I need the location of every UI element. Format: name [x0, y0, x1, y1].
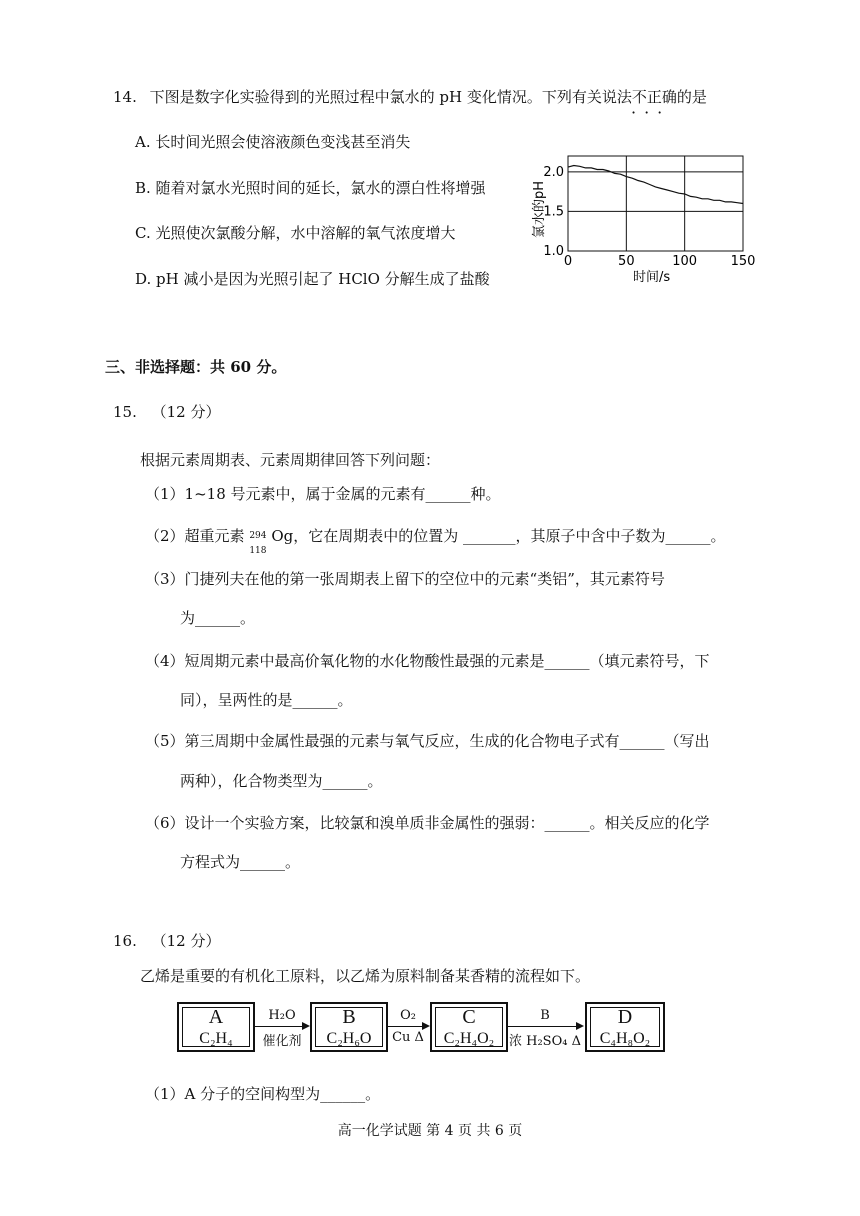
arrow-1-top: H₂O — [268, 1008, 296, 1023]
q14-stem-prefix: 下图是数字化实验得到的光照过程中氯水的 pH 变化情况。下列有关说法 — [149, 88, 632, 106]
q16-intro: 乙烯是重要的有机化工原料，以乙烯为原料制备某香精的流程如下。 — [140, 967, 591, 985]
q15-part-5-line-1: （5）第三周期中金属性最强的元素与氧气反应，生成的化合物电子式有______（写出 — [145, 732, 710, 750]
flow-box-b-letter: B — [342, 1006, 356, 1028]
ph-chart — [530, 148, 760, 288]
q15-score: （12 分） — [151, 403, 221, 421]
chart-y-tick-label: 2.0 — [543, 164, 564, 180]
arrow-1-head — [302, 1022, 310, 1030]
q14-option-c: C. 光照使次氯酸分解，水中溶解的氧气浓度增大 — [135, 224, 456, 242]
q15-part-2 — [145, 525, 726, 556]
q16-part-1: （1）A 分子的空间构型为______。 — [145, 1085, 381, 1103]
arrow-2-top: O₂ — [400, 1008, 416, 1023]
q16-header — [113, 930, 221, 951]
chart-x-tick-label: 100 — [672, 254, 698, 269]
flow-box-c — [430, 1002, 508, 1052]
chart-x-tick-label: 0 — [563, 254, 573, 269]
arrow-2-head — [422, 1022, 430, 1030]
arrow-3-bottom: 浓 H₂SO₄ Δ — [509, 1034, 581, 1049]
flow-box-b — [310, 1002, 388, 1052]
flow-box-a — [177, 1002, 255, 1052]
chart-frame — [568, 156, 743, 251]
chart-grid — [568, 156, 743, 251]
q15-part-4-line-1: （4）短周期元素中最高价氧化物的水化物酸性最强的元素是______（填元素符号，下 — [145, 652, 710, 670]
flow-box-d — [585, 1002, 665, 1052]
q14-option-a: A. 长时间光照会使溶液颜色变浅甚至消失 — [135, 133, 411, 151]
ph-series-line — [568, 166, 743, 204]
q15-part-3-line-2: 为______。 — [180, 609, 256, 627]
q14-stem-suffix: 的是 — [676, 88, 707, 106]
q15-part-3-line-1: （3）门捷列夫在他的第一张周期表上留下的空位中的元素“类铝”，其元素符号 — [145, 570, 665, 588]
chart-y-tick-label: 1.5 — [543, 204, 564, 220]
q14-option-d: D. pH 减小是因为光照引起了 HClO 分解生成了盐酸 — [135, 270, 490, 288]
arrow-1-line — [254, 1026, 302, 1027]
section-3-title: 三、非选择题：共 60 分。 — [105, 358, 287, 376]
flow-box-b-formula: C₂H₆O — [326, 1030, 372, 1047]
mass-number: 294 — [249, 531, 267, 541]
q14-stem — [113, 86, 707, 122]
q15-part-5-line-2: 两种），化合物类型为______。 — [180, 772, 383, 790]
q15-part-4-line-2: 同），呈两性的是______。 — [180, 691, 353, 709]
q16-score: （12 分） — [151, 932, 221, 950]
q14-stem-emphasis: 不正确 — [631, 88, 677, 106]
flow-box-a-formula: C₂H₄ — [199, 1030, 233, 1047]
q16-number: 16. — [113, 932, 137, 950]
q14-option-b: B. 随着对氯水光照时间的延长，氯水的漂白性将增强 — [135, 179, 486, 197]
chart-x-tick-label: 50 — [618, 254, 635, 269]
q15-intro: 根据元素周期表、元素周期律回答下列问题： — [140, 451, 441, 469]
flow-box-c-formula: C₂H₄O₂ — [443, 1030, 495, 1047]
flow-box-a-letter: A — [208, 1006, 224, 1028]
atomic-number: 118 — [249, 546, 267, 556]
page-footer: 高一化学试题 第 4 页 共 6 页 — [337, 1123, 523, 1139]
arrow-3-head — [576, 1022, 584, 1030]
chart-x-tick-label: 150 — [730, 254, 756, 269]
chart-xlabel: 时间/s — [633, 270, 671, 285]
emphasis-dots: ··· — [631, 103, 671, 122]
chart-y-tick-label: 1.0 — [543, 244, 564, 259]
arrow-3-line — [508, 1026, 576, 1027]
q15-part-6-line-1: （6）设计一个实验方案，比较氯和溴单质非金属性的强弱：______。相关反应的化学 — [145, 814, 710, 832]
arrow-1-bottom: 催化剂 — [262, 1034, 302, 1049]
arrow-2-bottom: Cu Δ — [392, 1030, 424, 1045]
arrow-3-top: B — [540, 1008, 550, 1023]
chart-ticks — [543, 165, 755, 269]
arrow-2-line — [388, 1026, 422, 1027]
chart-ylabel: 氯水的pH — [532, 180, 547, 238]
element-symbol: Og — [271, 527, 294, 545]
q15-part-6-line-2: 方程式为______。 — [180, 853, 301, 871]
q15-part-1: （1）1~18 号元素中，属于金属的元素有______种。 — [145, 485, 501, 503]
flow-box-d-formula: C₄H₈O₂ — [599, 1030, 651, 1047]
q14-number: 14. — [113, 88, 137, 106]
flow-box-d-letter: D — [617, 1006, 633, 1028]
q15-part-2-lead: （2）超重元素 — [145, 527, 250, 545]
q15-header — [113, 401, 221, 422]
flow-box-c-letter: C — [462, 1006, 476, 1028]
q15-number: 15. — [113, 403, 137, 421]
q15-part-2-rest: ，它在周期表中的位置为 _______，其原子中含中子数为______。 — [293, 527, 726, 545]
